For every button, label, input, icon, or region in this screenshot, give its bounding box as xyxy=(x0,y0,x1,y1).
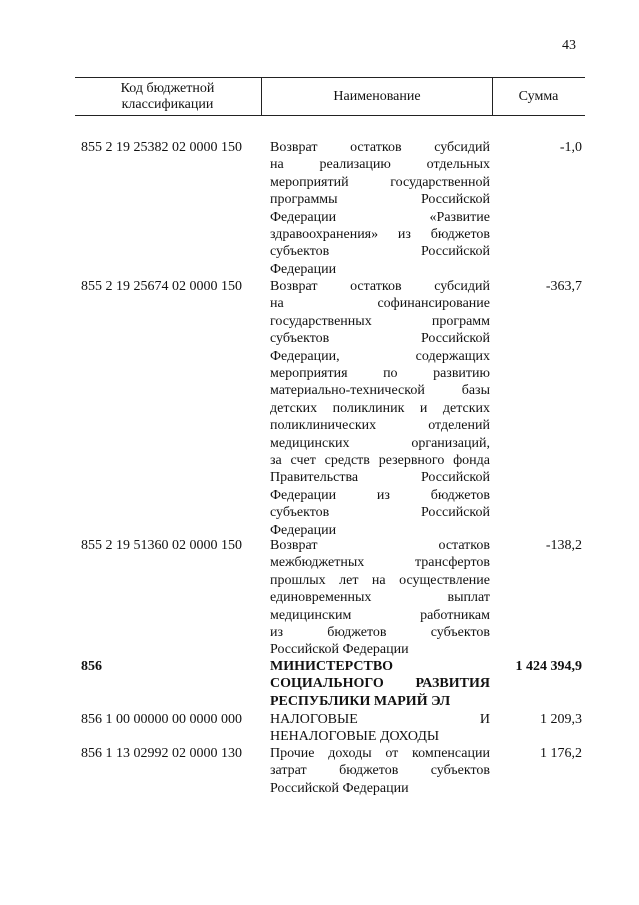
row-name-line: здравоохранения» из бюджетов xyxy=(270,227,490,243)
row-name-line: межбюджетных трансфертов xyxy=(270,555,490,571)
row-name-line: материально-технической базы xyxy=(270,383,490,399)
row-amount: -1,0 xyxy=(559,140,582,155)
row-name xyxy=(270,658,490,710)
row-name-line: из бюджетов субъектов xyxy=(270,625,490,641)
row-name-line: программы Российской xyxy=(270,192,490,208)
table-row xyxy=(75,139,590,278)
row-name-line: на софинансирование xyxy=(270,296,490,312)
row-code: 856 1 13 02992 02 0000 130 xyxy=(81,746,242,761)
row-name-line: за счет средств резервного фонда xyxy=(270,453,490,469)
row-name-line: медицинским работникам xyxy=(270,607,490,623)
row-name xyxy=(270,711,490,746)
row-name-line: Федерации xyxy=(270,522,337,538)
row-name xyxy=(270,278,490,539)
row-name-line: РЕСПУБЛИКИ МАРИЙ ЭЛ xyxy=(270,693,451,709)
row-name-line: Российской Федерации xyxy=(270,780,409,796)
header-code xyxy=(75,78,260,115)
row-name-line: поликлинических отделений xyxy=(270,418,490,434)
row-name xyxy=(270,745,490,797)
row-amount: 1 176,2 xyxy=(540,746,582,761)
row-name-line: Возврат остатков субсидий xyxy=(270,140,490,155)
row-name-line: прошлых лет на осуществление xyxy=(270,572,490,588)
row-name-line: МИНИСТЕРСТВО xyxy=(270,659,394,674)
row-name-line: Российской Федерации xyxy=(270,642,409,658)
header-code-line-2: классификации xyxy=(121,96,214,112)
table-header xyxy=(75,77,585,116)
table-row xyxy=(75,537,590,659)
row-name-line: медицинских организаций, xyxy=(270,435,490,451)
row-name-line: на реализацию отдельных xyxy=(270,157,490,173)
header-name: Наименование xyxy=(261,78,493,115)
row-name-line: государственных программ xyxy=(270,313,490,329)
row-name xyxy=(270,537,490,659)
table-row xyxy=(75,711,590,746)
row-name xyxy=(270,139,490,278)
row-name-line: Правительства Российской xyxy=(270,470,490,486)
row-name-line: детских поликлиник и детских xyxy=(270,400,490,416)
row-code: 855 2 19 25382 02 0000 150 xyxy=(81,140,242,155)
header-code-line-1: Код бюджетной xyxy=(120,80,215,96)
row-name-line: Возврат остатков субсидий xyxy=(270,279,490,294)
row-name-line: мероприятий государственной xyxy=(270,174,490,190)
row-name-line: Федерации xyxy=(270,261,337,277)
row-name-line: затрат бюджетов субъектов xyxy=(270,763,490,779)
row-name-line: субъектов Российской xyxy=(270,244,490,260)
table-row xyxy=(75,278,590,539)
table-row xyxy=(75,658,590,710)
row-amount: 1 424 394,9 xyxy=(515,659,582,674)
row-amount: -138,2 xyxy=(545,538,582,553)
row-name-line: субъектов Российской xyxy=(270,505,490,521)
row-name-line: единовременных выплат xyxy=(270,590,490,606)
row-name-line: субъектов Российской xyxy=(270,331,490,347)
row-amount: 1 209,3 xyxy=(540,712,582,727)
row-code: 855 2 19 51360 02 0000 150 xyxy=(81,538,242,553)
row-name-line: Прочие доходы от компенсации xyxy=(270,746,490,761)
row-name-line: Федерации из бюджетов xyxy=(270,487,490,503)
row-code: 856 xyxy=(81,659,102,674)
row-name-line: Федерации «Развитие xyxy=(270,209,490,225)
row-amount: -363,7 xyxy=(545,279,582,294)
row-name-line: СОЦИАЛЬНОГО РАЗВИТИЯ xyxy=(270,676,490,692)
row-code: 855 2 19 25674 02 0000 150 xyxy=(81,279,242,294)
row-name-line: НАЛОГОВЫЕ И xyxy=(270,712,490,727)
row-name-line: Возврат остатков xyxy=(270,538,490,553)
header-amount: Сумма xyxy=(518,88,559,104)
row-name-line: мероприятия по развитию xyxy=(270,366,490,382)
row-code: 856 1 00 00000 00 0000 000 xyxy=(81,712,242,727)
row-name-line: Федерации, содержащих xyxy=(270,348,490,364)
row-name-line: НЕНАЛОГОВЫЕ ДОХОДЫ xyxy=(270,729,440,745)
table-row xyxy=(75,745,590,797)
page-number: 43 xyxy=(562,38,576,53)
